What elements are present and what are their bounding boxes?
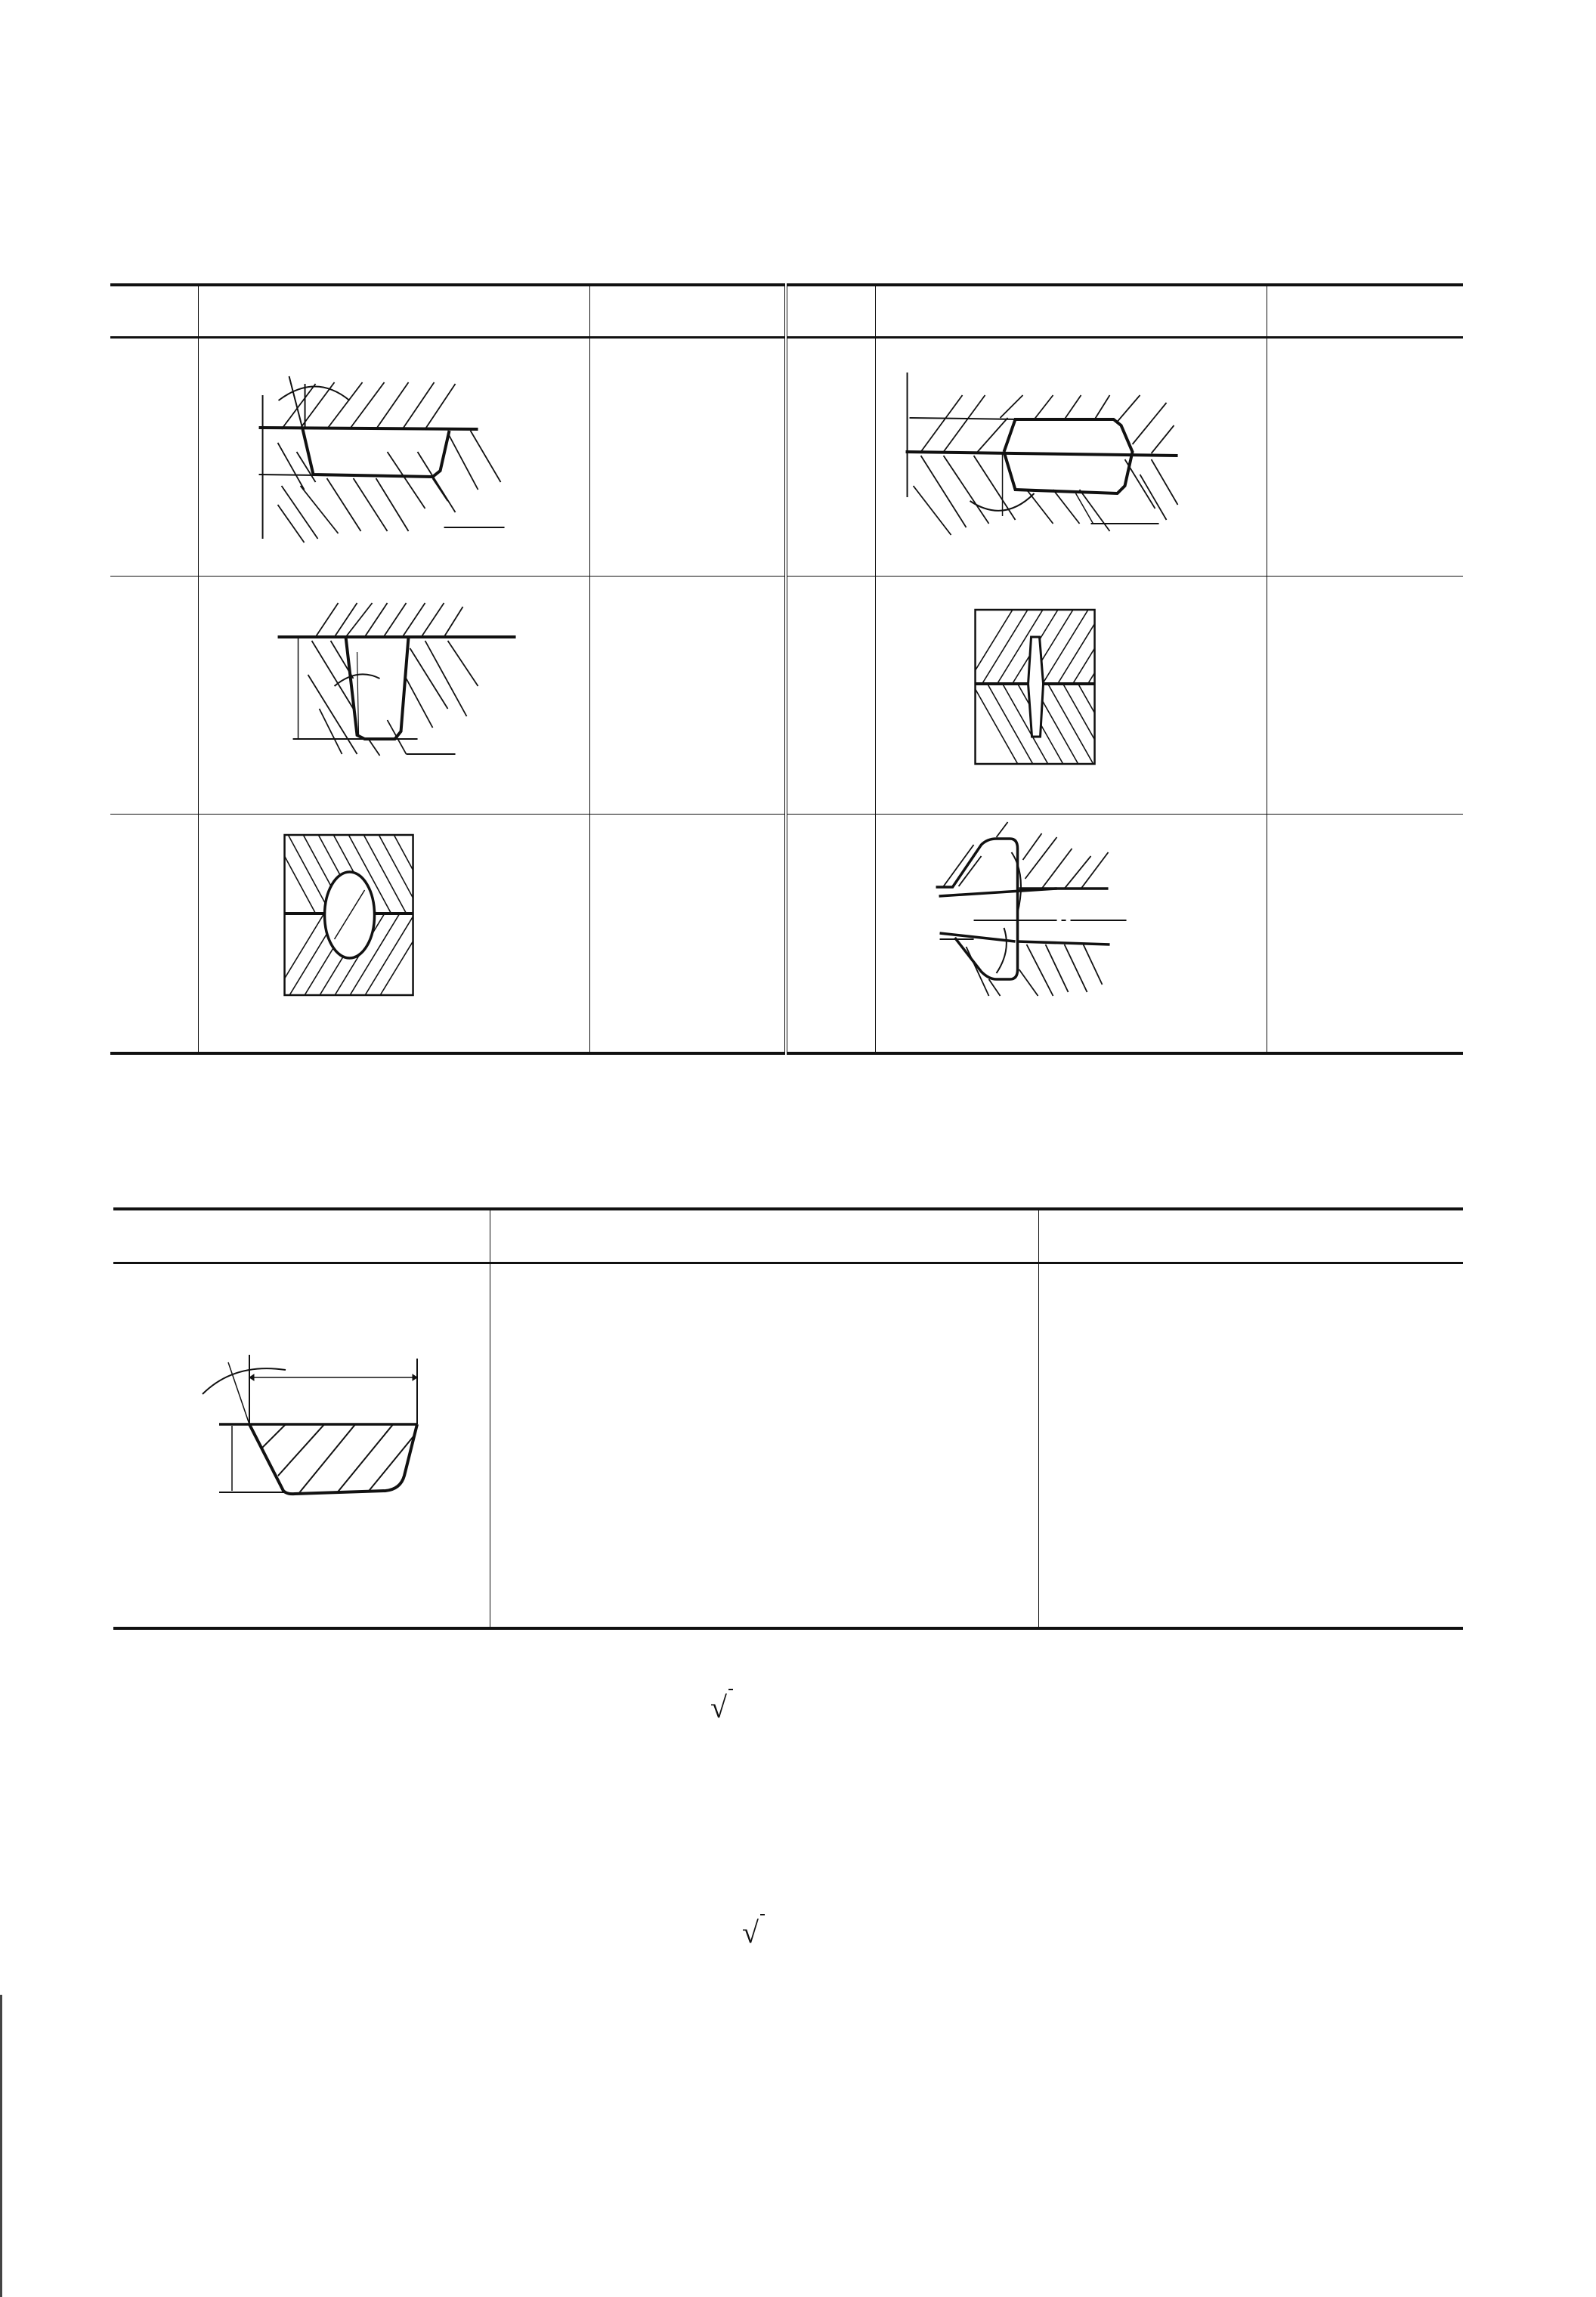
figure-double-flat-trapezoid	[876, 338, 1267, 577]
equation-4-10: √	[710, 1690, 733, 1730]
flat-trapezoid-diagram	[199, 339, 589, 576]
formula-list	[490, 1263, 1039, 1629]
figure-flat-trapezoid	[199, 338, 590, 577]
figure-ring	[876, 815, 1267, 1054]
double-flat-trapezoid-diagram	[876, 339, 1267, 576]
type-round	[110, 815, 199, 1054]
runner-section-diagram	[113, 1264, 490, 1627]
figure-narrow-trapezoid	[876, 577, 1267, 815]
description	[590, 815, 786, 1054]
header-shape-left	[199, 285, 590, 338]
type-long-trapezoid	[110, 577, 199, 815]
table-row	[110, 338, 1463, 577]
table-4-28-caption	[0, 1168, 1596, 1195]
table-header-row	[110, 285, 1463, 338]
type-ring	[786, 815, 876, 1054]
header-desc-right	[1267, 285, 1463, 338]
header-type-right	[786, 285, 876, 338]
header-desc-left	[590, 285, 786, 338]
type-narrow-trapezoid	[786, 577, 876, 815]
header-section-shape	[113, 1209, 490, 1263]
description	[1267, 338, 1463, 577]
type-double-flat-trapezoid	[786, 338, 876, 577]
scan-margin-line	[0, 1995, 2, 2297]
table-header-row	[113, 1209, 1463, 1263]
type-flat-trapezoid	[110, 338, 199, 577]
equation-4-11: √	[742, 1915, 765, 1955]
long-trapezoid-diagram	[199, 577, 589, 814]
figure-long-trapezoid	[199, 577, 590, 815]
header-formula	[490, 1209, 1039, 1263]
table-4-27-caption	[0, 239, 1596, 265]
ring-diagram	[876, 815, 1267, 1052]
definition-list	[1039, 1263, 1464, 1629]
description	[1267, 577, 1463, 815]
round-diagram	[199, 815, 589, 1052]
table-4-28	[113, 1207, 1463, 1630]
description	[590, 338, 786, 577]
header-type-left	[110, 285, 199, 338]
figure-round	[199, 815, 590, 1054]
section-heading	[106, 1080, 127, 1111]
narrow-trapezoid-diagram	[876, 577, 1267, 814]
table-row	[113, 1263, 1463, 1629]
description	[590, 577, 786, 815]
header-description	[1039, 1209, 1464, 1263]
header-shape-right	[876, 285, 1267, 338]
table-4-27	[110, 283, 1463, 1055]
table-row	[110, 815, 1463, 1054]
description	[1267, 815, 1463, 1054]
figure-runner-section	[113, 1263, 490, 1629]
table-row	[110, 577, 1463, 815]
